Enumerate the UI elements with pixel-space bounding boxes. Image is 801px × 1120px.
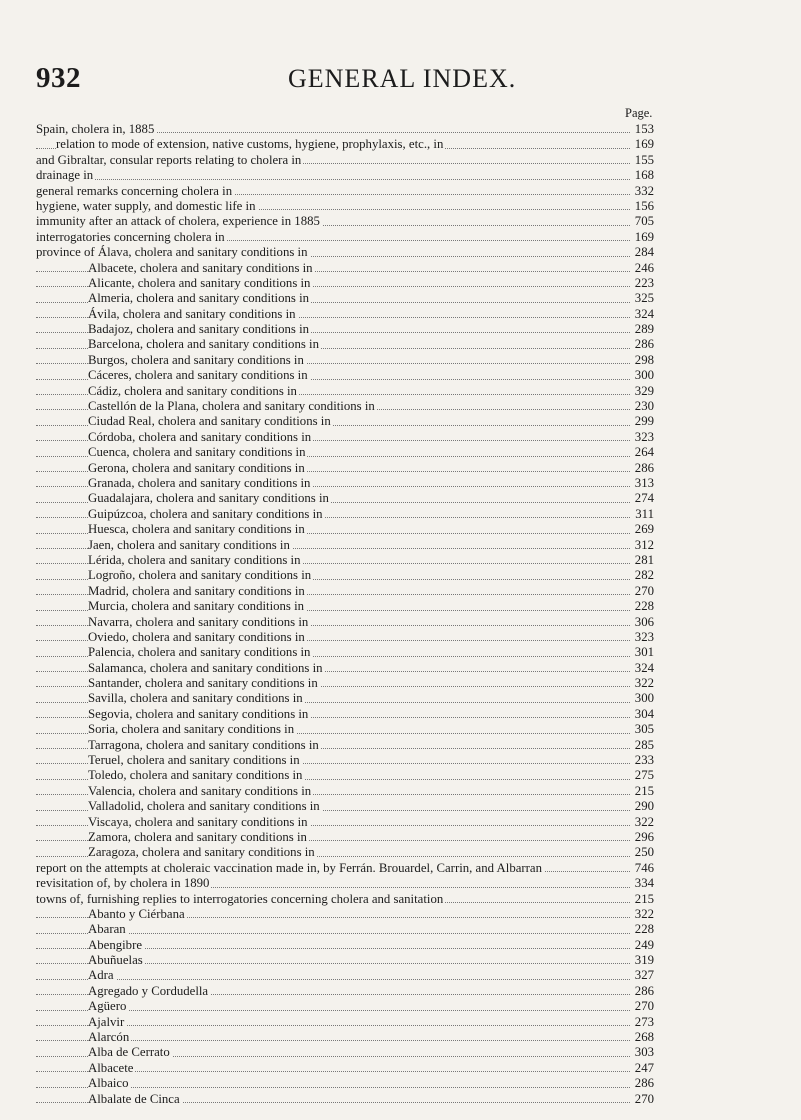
entry-page-ref: 215 xyxy=(630,892,654,907)
index-entry xyxy=(36,137,654,152)
index-entry xyxy=(36,999,654,1014)
index-entry xyxy=(36,1045,654,1060)
entry-page-ref: 274 xyxy=(630,491,654,506)
index-entry xyxy=(36,461,654,476)
entry-text: Barcelona, cholera and sanitary conditions in xyxy=(88,337,319,352)
entry-text: Albacete xyxy=(88,1060,134,1075)
entry-page-ref: 303 xyxy=(630,1045,654,1060)
index-entry xyxy=(36,815,654,830)
entry-text: Abengibre xyxy=(88,937,143,952)
index-entry xyxy=(36,399,654,414)
entry-text: Ávila, cholera and sanitary conditions in xyxy=(88,306,296,321)
entry-text: Córdoba, cholera and sanitary conditions in xyxy=(88,429,312,444)
entry-page-ref: 299 xyxy=(630,414,654,429)
entry-page-ref: 746 xyxy=(630,861,654,876)
dot-leader xyxy=(36,979,630,980)
entry-page-ref: 705 xyxy=(630,214,654,229)
index-entry xyxy=(36,168,654,183)
index-entry xyxy=(36,214,654,229)
entry-text: Almeria, cholera and sanitary conditions in xyxy=(88,291,310,306)
entry-text: Adra xyxy=(88,968,114,983)
entry-text: Soria, cholera and sanitary conditions in xyxy=(88,722,295,737)
entry-text: Ajalvir xyxy=(88,1014,125,1029)
index-entry xyxy=(36,430,654,445)
entry-page-ref: 153 xyxy=(630,122,654,137)
index-entry xyxy=(36,584,654,599)
index-entry xyxy=(36,1061,654,1076)
entry-page-ref: 247 xyxy=(630,1061,654,1076)
entry-text: province of Álava, cholera and sanitary conditions in xyxy=(36,245,308,260)
entry-page-ref: 286 xyxy=(630,1076,654,1091)
entry-page-ref: 169 xyxy=(630,230,654,245)
index-entry xyxy=(36,645,654,660)
index-entry xyxy=(36,1076,654,1091)
entry-page-ref: 155 xyxy=(630,153,654,168)
index-entry xyxy=(36,691,654,706)
index-entry xyxy=(36,922,654,937)
entry-page-ref: 269 xyxy=(630,522,654,537)
entry-page-ref: 223 xyxy=(630,276,654,291)
index-entry xyxy=(36,368,654,383)
entry-text: general remarks concerning cholera in xyxy=(36,183,233,198)
entry-page-ref: 296 xyxy=(630,830,654,845)
entry-text: Granada, cholera and sanitary conditions in xyxy=(88,475,311,490)
entry-page-ref: 230 xyxy=(630,399,654,414)
index-entry xyxy=(36,892,654,907)
entry-text: Alba de Cerrato xyxy=(88,1045,170,1060)
entry-page-ref: 322 xyxy=(630,676,654,691)
index-entry xyxy=(36,707,654,722)
entry-page-ref: 304 xyxy=(630,707,654,722)
entry-text: Abuñuelas xyxy=(88,953,143,968)
entry-page-ref: 286 xyxy=(630,337,654,352)
entry-page-ref: 270 xyxy=(630,999,654,1014)
entry-text: Toledo, cholera and sanitary conditions in xyxy=(88,768,303,783)
entry-page-ref: 168 xyxy=(630,168,654,183)
entry-text: Albacete, cholera and sanitary conditions in xyxy=(88,260,313,275)
entry-text: Spain, cholera in, 1885 xyxy=(36,122,155,136)
entry-page-ref: 286 xyxy=(630,984,654,999)
entry-text: report on the attempts at choleraic vaccination made in, by Ferrán. Brouardel, Carrin, and Albarran xyxy=(36,860,543,875)
index-entry xyxy=(36,830,654,845)
entry-text: Cuenca, cholera and sanitary conditions in xyxy=(88,445,306,460)
entry-page-ref: 264 xyxy=(630,445,654,460)
page-number: 932 xyxy=(36,62,81,94)
index-entry xyxy=(36,184,654,199)
entry-page-ref: 322 xyxy=(630,907,654,922)
index-entry xyxy=(36,291,654,306)
index-entry xyxy=(36,753,654,768)
entry-page-ref: 228 xyxy=(630,599,654,614)
index-entry xyxy=(36,876,654,891)
entry-page-ref: 324 xyxy=(630,661,654,676)
entry-text: Albaico xyxy=(88,1076,129,1091)
index-entry xyxy=(36,1030,654,1045)
entry-page-ref: 249 xyxy=(630,938,654,953)
index-entry xyxy=(36,676,654,691)
entry-page-ref: 311 xyxy=(630,507,654,522)
entry-text: Oviedo, cholera and sanitary conditions in xyxy=(88,629,305,644)
entry-text: Savilla, cholera and sanitary conditions in xyxy=(88,691,303,706)
entry-page-ref: 289 xyxy=(630,322,654,337)
entry-page-ref: 286 xyxy=(630,461,654,476)
entry-text: Agregado y Cordudella xyxy=(88,983,209,998)
index-entry xyxy=(36,568,654,583)
entry-text: Abaran xyxy=(88,922,126,937)
index-entry xyxy=(36,199,654,214)
entry-page-ref: 156 xyxy=(630,199,654,214)
entry-page-ref: 233 xyxy=(630,753,654,768)
running-title: GENERAL INDEX. xyxy=(288,64,517,93)
dot-leader xyxy=(36,179,630,180)
index-entry xyxy=(36,799,654,814)
index-entry xyxy=(36,507,654,522)
index-entry xyxy=(36,938,654,953)
entry-text: Navarra, cholera and sanitary conditions in xyxy=(88,614,309,629)
index-entry xyxy=(36,738,654,753)
index-entry xyxy=(36,1092,654,1107)
index-entry xyxy=(36,353,654,368)
entry-text: Ciudad Real, cholera and sanitary conditions in xyxy=(88,414,331,429)
page-column-label: Page. xyxy=(625,106,653,120)
index-entry xyxy=(36,784,654,799)
index-entry xyxy=(36,768,654,783)
entry-page-ref: 334 xyxy=(630,876,654,891)
index-entry xyxy=(36,153,654,168)
entry-page-ref: 246 xyxy=(630,261,654,276)
entry-page-ref: 250 xyxy=(630,845,654,860)
index-entry xyxy=(36,230,654,245)
entry-text: Cáceres, cholera and sanitary conditions in xyxy=(88,368,308,383)
index-entry xyxy=(36,384,654,399)
index-entry xyxy=(36,630,654,645)
page-header xyxy=(0,62,801,102)
entry-text: Santander, cholera and sanitary conditions in xyxy=(88,676,318,691)
entry-page-ref: 282 xyxy=(630,568,654,583)
entry-text: Gerona, cholera and sanitary conditions in xyxy=(88,460,305,475)
entry-text: and Gibraltar, consular reports relating to cholera in xyxy=(36,152,302,167)
index-list xyxy=(36,122,654,1107)
entry-text: Murcia, cholera and sanitary conditions in xyxy=(88,599,305,614)
entry-page-ref: 324 xyxy=(630,307,654,322)
index-entry xyxy=(36,276,654,291)
entry-page-ref: 284 xyxy=(630,245,654,260)
entry-text: Guadalajara, cholera and sanitary conditions in xyxy=(88,491,329,506)
entry-page-ref: 301 xyxy=(630,645,654,660)
entry-page-ref: 332 xyxy=(630,184,654,199)
entry-text: Logroño, cholera and sanitary conditions in xyxy=(88,568,312,583)
entry-page-ref: 312 xyxy=(630,538,654,553)
entry-page-ref: 319 xyxy=(630,953,654,968)
entry-text: Viscaya, cholera and sanitary conditions in xyxy=(88,814,308,829)
entry-text: Burgos, cholera and sanitary conditions in xyxy=(88,352,304,367)
index-entry xyxy=(36,968,654,983)
entry-page-ref: 323 xyxy=(630,430,654,445)
entry-text: towns of, furnishing replies to interrogatories concerning cholera and sanitation xyxy=(36,891,444,906)
entry-text: Albalate de Cinca xyxy=(88,1091,180,1106)
entry-page-ref: 275 xyxy=(630,768,654,783)
entry-text: Huesca, cholera and sanitary conditions in xyxy=(88,522,305,537)
index-entry xyxy=(36,476,654,491)
entry-page-ref: 273 xyxy=(630,1015,654,1030)
entry-page-ref: 169 xyxy=(630,137,654,152)
index-entry xyxy=(36,1015,654,1030)
entry-text: Lérida, cholera and sanitary conditions in xyxy=(88,552,301,567)
index-entry xyxy=(36,722,654,737)
entry-text: interrogatories concerning cholera in xyxy=(36,229,225,244)
entry-text: Jaen, cholera and sanitary conditions in xyxy=(88,537,290,552)
index-entry xyxy=(36,445,654,460)
entry-text: Alarcón xyxy=(88,1030,130,1045)
entry-page-ref: 325 xyxy=(630,291,654,306)
entry-text: Abanto y Ciérbana xyxy=(88,906,185,921)
index-entry xyxy=(36,599,654,614)
entry-text: Zamora, cholera and sanitary conditions in xyxy=(88,829,307,844)
index-entry xyxy=(36,414,654,429)
entry-page-ref: 305 xyxy=(630,722,654,737)
entry-text: Zaragoza, cholera and sanitary conditions in xyxy=(88,845,315,860)
entry-page-ref: 313 xyxy=(630,476,654,491)
entry-text: Valladolid, cholera and sanitary conditions in xyxy=(88,799,320,814)
entry-page-ref: 329 xyxy=(630,384,654,399)
index-entry xyxy=(36,261,654,276)
entry-text: immunity after an attack of cholera, experience in 1885 xyxy=(36,214,320,229)
entry-text: Agüero xyxy=(88,999,127,1014)
index-entry xyxy=(36,322,654,337)
entry-text: relation to mode of extension, native customs, hygiene, prophylaxis, etc., in xyxy=(56,137,444,152)
entry-text: Cádiz, cholera and sanitary conditions in xyxy=(88,383,297,398)
entry-text: Guipúzcoa, cholera and sanitary conditions in xyxy=(88,506,323,521)
entry-text: Palencia, cholera and sanitary conditions in xyxy=(88,645,311,660)
entry-page-ref: 290 xyxy=(630,799,654,814)
entry-page-ref: 270 xyxy=(630,584,654,599)
index-entry xyxy=(36,984,654,999)
index-entry xyxy=(36,553,654,568)
entry-text: drainage in xyxy=(36,168,94,183)
entry-page-ref: 300 xyxy=(630,368,654,383)
entry-page-ref: 228 xyxy=(630,922,654,937)
index-entry xyxy=(36,522,654,537)
index-entry xyxy=(36,845,654,860)
index-entry xyxy=(36,907,654,922)
index-entry xyxy=(36,615,654,630)
entry-text: Segovia, cholera and sanitary conditions in xyxy=(88,706,309,721)
entry-text: Tarragona, cholera and sanitary conditions in xyxy=(88,737,319,752)
entry-text: revisitation of, by cholera in 1890 xyxy=(36,876,210,891)
index-entry xyxy=(36,337,654,352)
entry-text: Teruel, cholera and sanitary conditions in xyxy=(88,753,300,768)
entry-text: Valencia, cholera and sanitary conditions in xyxy=(88,783,312,798)
index-entry xyxy=(36,122,654,137)
index-entry xyxy=(36,661,654,676)
entry-page-ref: 215 xyxy=(630,784,654,799)
entry-text: Badajoz, cholera and sanitary conditions in xyxy=(88,322,310,337)
entry-page-ref: 327 xyxy=(630,968,654,983)
index-entry xyxy=(36,245,654,260)
entry-page-ref: 306 xyxy=(630,615,654,630)
index-entry xyxy=(36,861,654,876)
entry-text: hygiene, water supply, and domestic life in xyxy=(36,198,256,213)
entry-text: Madrid, cholera and sanitary conditions in xyxy=(88,583,305,598)
index-entry xyxy=(36,491,654,506)
entry-page-ref: 322 xyxy=(630,815,654,830)
entry-page-ref: 270 xyxy=(630,1092,654,1107)
index-entry xyxy=(36,307,654,322)
entry-page-ref: 268 xyxy=(630,1030,654,1045)
entry-page-ref: 298 xyxy=(630,353,654,368)
index-entry xyxy=(36,538,654,553)
entry-text: Salamanca, cholera and sanitary conditions in xyxy=(88,660,323,675)
entry-text: Alicante, cholera and sanitary conditions in xyxy=(88,275,311,290)
entry-page-ref: 281 xyxy=(630,553,654,568)
entry-page-ref: 285 xyxy=(630,738,654,753)
entry-page-ref: 323 xyxy=(630,630,654,645)
entry-page-ref: 300 xyxy=(630,691,654,706)
index-entry xyxy=(36,953,654,968)
entry-text: Castellón de la Plana, cholera and sanitary conditions in xyxy=(88,399,375,414)
